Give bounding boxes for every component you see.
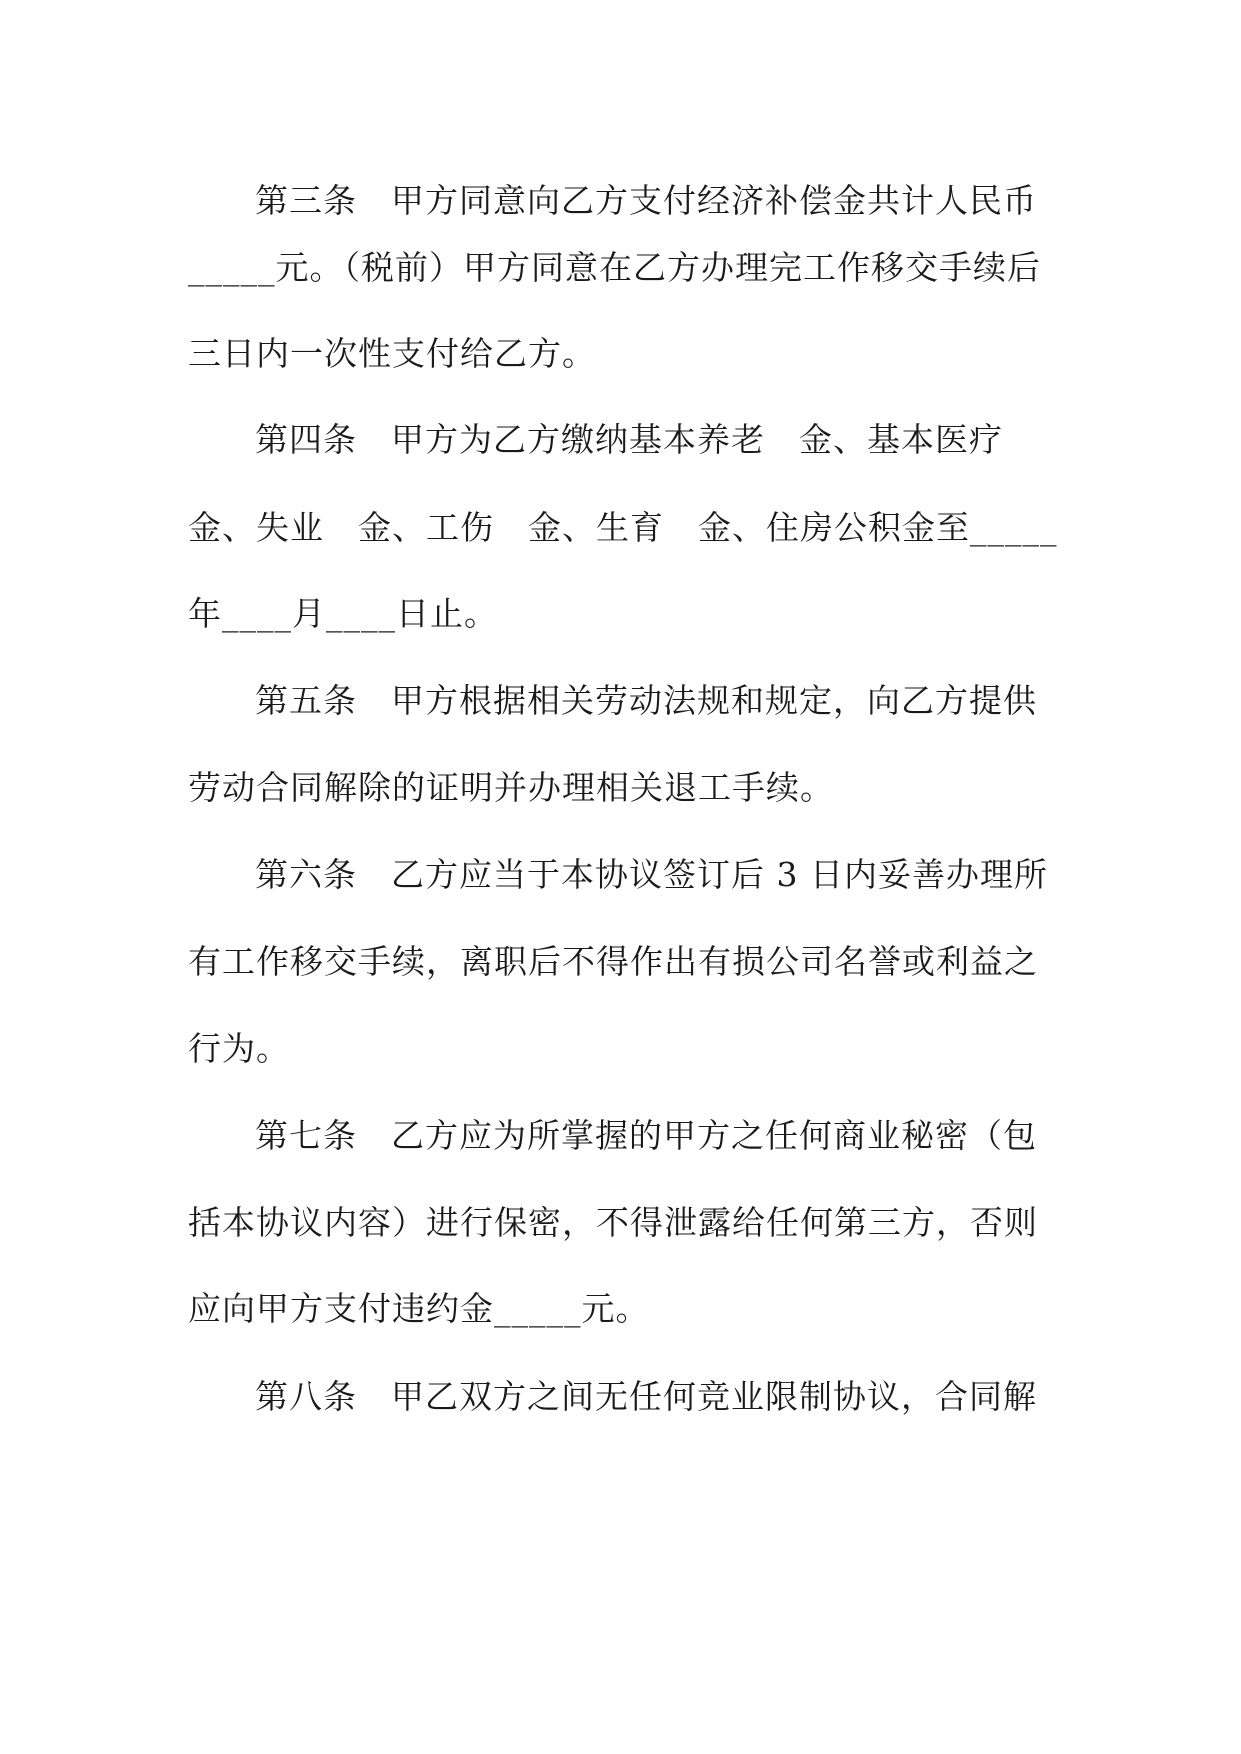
article-3-line-2: _____元。（税前）甲方同意在乙方办理完工作移交手续后 bbox=[188, 248, 1041, 287]
article-4-line-2: 金、失业 金、工伤 金、生育 金、住房公积金至_____ bbox=[188, 508, 1058, 547]
article-5-line-1: 第五条 甲方根据相关劳动法规和规定，向乙方提供 bbox=[255, 681, 1037, 720]
article-6-line-2: 有工作移交手续，离职后不得作出有损公司名誉或利益之 bbox=[188, 942, 1038, 981]
article-7-line-2: 括本协议内容）进行保密，不得泄露给任何第三方，否则 bbox=[188, 1203, 1038, 1242]
article-6-line-1: 第六条 乙方应当于本协议签订后 3 日内妥善办理所 bbox=[255, 855, 1048, 894]
article-3-line-1: 第三条 甲方同意向乙方支付经济补偿金共计人民币 bbox=[255, 181, 1037, 220]
article-7-line-3: 应向甲方支付违约金_____元。 bbox=[188, 1289, 650, 1328]
article-4-line-1: 第四条 甲方为乙方缴纳基本养老 金、基本医疗 bbox=[255, 420, 1003, 459]
article-5-line-2: 劳动合同解除的证明并办理相关退工手续。 bbox=[188, 768, 834, 807]
article-7-line-1: 第七条 乙方应为所掌握的甲方之任何商业秘密（包 bbox=[255, 1116, 1037, 1155]
article-8-line-1: 第八条 甲乙双方之间无任何竞业限制协议，合同解 bbox=[255, 1377, 1037, 1416]
article-3-line-3: 三日内一次性支付给乙方。 bbox=[188, 334, 596, 373]
article-6-line-3: 行为。 bbox=[188, 1029, 290, 1068]
article-4-line-3: 年____月____日止。 bbox=[188, 594, 498, 633]
